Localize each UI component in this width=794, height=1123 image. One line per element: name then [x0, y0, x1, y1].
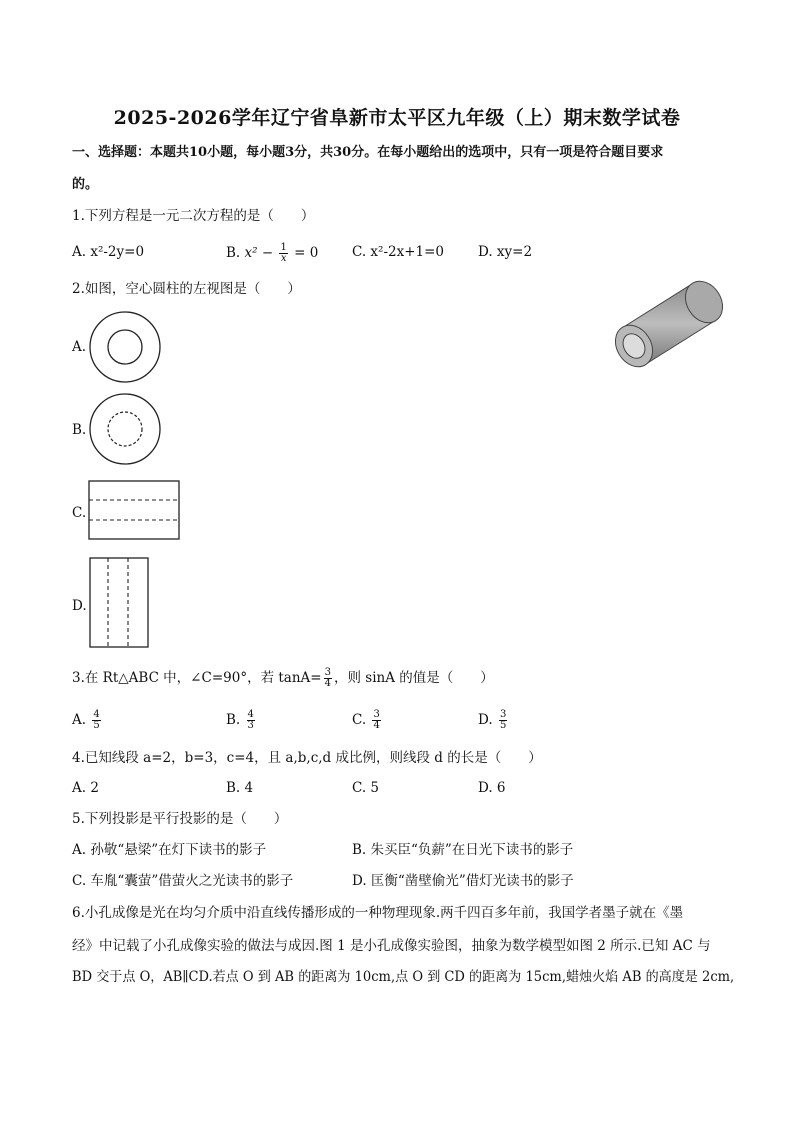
q1-option-a: A. x²-2y=0	[72, 244, 145, 260]
section-heading-line1: 一、选择题：本题共10小题，每小题3分，共30分。在每小题给出的选项中，只有一项是符合题目要求	[72, 145, 664, 160]
page-title: 2025-2026学年辽宁省阜新市太平区九年级（上）期末数学试卷	[113, 107, 681, 129]
q2-stem: 2.如图，空心圆柱的左视图是（ ）	[72, 281, 301, 297]
q2-option-b-label: B.	[72, 422, 87, 438]
q2-option-a-figure	[88, 310, 162, 384]
q1-option-b: B. x² − $\frac{1}{x}$ = 0	[226, 242, 319, 264]
q1-option-c: C. x²-2x+1=0	[352, 244, 445, 260]
q3-option-d: D. $\frac{3}{5}$	[478, 709, 507, 731]
q5-option-b: B. 朱买臣“负薪”在日光下读书的影子	[352, 842, 574, 858]
q3-option-a: A. $\frac{4}{5}$	[72, 709, 100, 731]
q2-option-c-figure	[88, 480, 182, 542]
hollow-cylinder-figure	[608, 276, 726, 372]
q4-option-a: A. 2	[72, 780, 99, 796]
q4-stem: 4.已知线段 a=2，b=3，c=4，且 a,b,c,d 成比例，则线段 d 的长是（ ）	[72, 750, 542, 766]
q4-option-c: C. 5	[352, 780, 380, 796]
q2-option-b-figure	[88, 392, 162, 466]
q1-option-d: D. xy=2	[478, 244, 533, 260]
q4-option-b: B. 4	[226, 780, 254, 796]
q5-option-a: A. 孙敬“悬梁”在灯下读书的影子	[72, 842, 267, 858]
q2-option-d-label: D.	[72, 598, 87, 614]
q3-tan-fraction: $\frac{3}{4}$	[324, 667, 331, 689]
q3-option-b: B. $\frac{4}{3}$	[226, 709, 254, 731]
q2-option-c-label: C.	[72, 505, 87, 521]
q2-option-d-figure	[88, 557, 150, 649]
section-heading-line2: 的。	[72, 177, 99, 192]
q5-stem: 5.下列投影是平行投影的是（ ）	[72, 811, 288, 827]
q3-option-c: C. $\frac{3}{4}$	[352, 709, 380, 731]
q1-stem: 1.下列方程是一元二次方程的是（ ）	[72, 208, 315, 224]
q5-option-c: C. 车胤“囊萤”借萤火之光读书的影子	[72, 873, 294, 889]
q6-line1: 6.小孔成像是光在均匀介质中沿直线传播形成的一种物理现象.两千四百多年前，我国学者墨子就在《墨	[72, 905, 684, 921]
q6-line3: BD 交于点 O，AB∥CD.若点 O 到 AB 的距离为 10cm,点 O 到 CD 的距离为 15cm,蜡烛火焰 AB 的高度是 2cm,	[72, 969, 735, 985]
q4-option-d: D. 6	[478, 780, 506, 796]
q5-option-d: D. 匡衡“凿壁偷光”借灯光读书的影子	[352, 873, 574, 889]
q3-stem: 3.在 Rt△ABC 中，∠C=90°，若 tanA= $\frac{3}{4}$ ，则 sinA 的值是（ ）	[72, 667, 494, 689]
q2-option-a-label: A.	[72, 339, 87, 355]
q1-b-fraction: $\frac{1}{x}$	[280, 242, 287, 264]
q6-line2: 经》中记载了小孔成像实验的做法与成因.图 1 是小孔成像实验图，抽象为数学模型如图 2 所示.已知 AC 与	[72, 938, 711, 954]
